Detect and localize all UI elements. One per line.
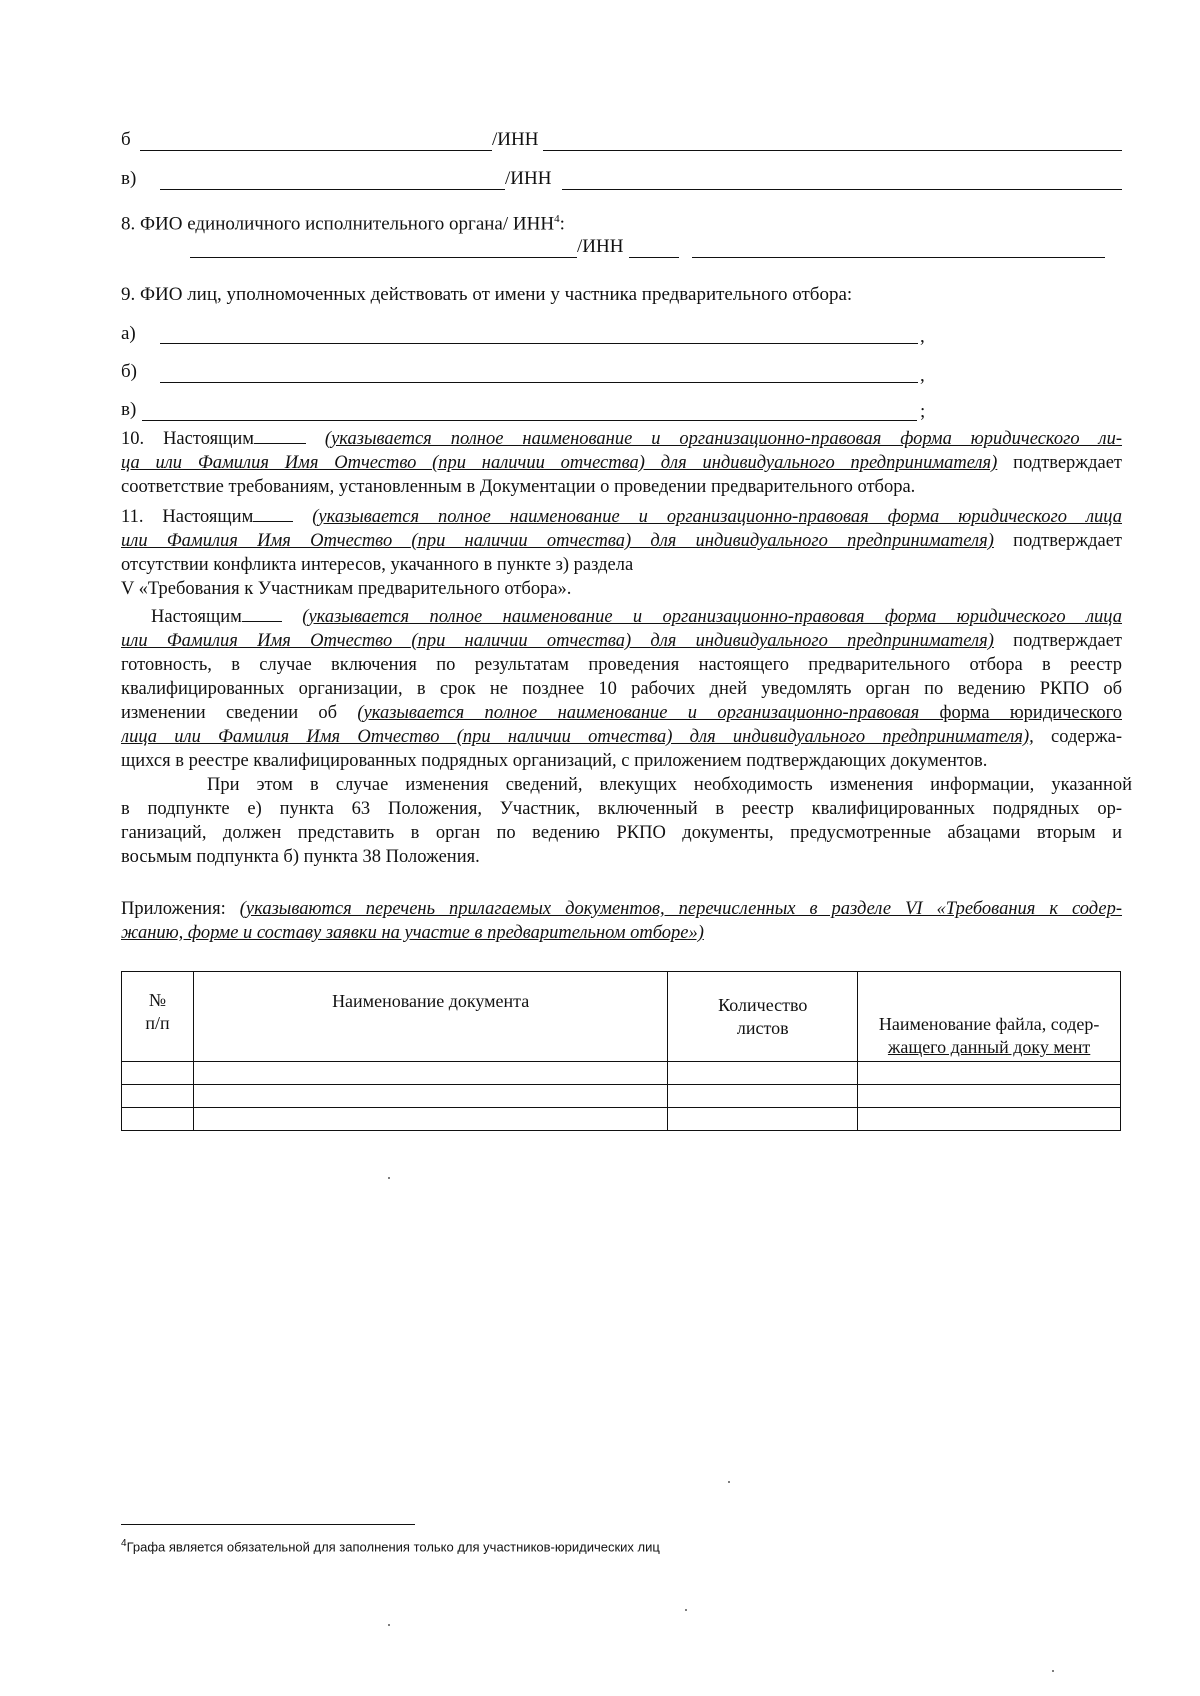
item8-inn-label: /ИНН xyxy=(577,236,624,257)
item12-line6-end: содержа- xyxy=(1033,727,1122,747)
item11-line-4: V «Требования к Участникам предварительного отбора». xyxy=(121,579,572,599)
item8-heading-text: 8. ФИО единоличного исполнительного органа/ ИНН xyxy=(121,213,555,235)
table-cell[interactable] xyxy=(193,1108,667,1131)
table-cell[interactable] xyxy=(193,1085,667,1108)
item11-italic-2: или Фамилия Имя Отчество (при наличии отчества) для индивидуального предпринимателя) xyxy=(121,531,994,551)
item10-italic-2: ца или Фамилия Имя Отчество (при наличии отчества) для индивидуального предпринимателя) xyxy=(121,453,998,473)
item12-italic-2: или Фамилия Имя Отчество (при наличии отчества) для индивидуального предпринимателя) xyxy=(121,631,994,651)
item12-line5-start: изменении сведении об xyxy=(121,703,358,723)
item9-row-v-end: ; xyxy=(920,401,926,422)
item10-blank[interactable] xyxy=(254,427,306,444)
item13-paragraph xyxy=(121,773,1132,869)
item9-row-a-end: , xyxy=(920,326,925,347)
item11-paragraph xyxy=(121,505,1122,601)
footnote-separator xyxy=(121,1524,415,1525)
table-cell[interactable] xyxy=(858,1085,1121,1108)
item8-inn-field-extra[interactable] xyxy=(692,257,1105,258)
table-row xyxy=(122,1062,1121,1085)
item13-line-3: ганизаций, должен представить в орган по ведению РКПО документы, предусмотренные абзацами вторым и xyxy=(121,823,1122,843)
item10-line-2 xyxy=(121,451,1122,475)
item12-line-7: щихся в реестре квалифицированных подрядных организаций, с приложением подтверждающих документов. xyxy=(121,751,988,771)
item12-start: Настоящим xyxy=(151,607,242,627)
item8-inn-field[interactable] xyxy=(629,257,679,258)
item11-confirm: подтверждает xyxy=(993,531,1122,551)
table-cell[interactable] xyxy=(668,1062,858,1085)
col-number-header xyxy=(122,972,194,1062)
item13-line-1: При этом в случае изменения сведений, влекущих необходимость изменения информации, указанной xyxy=(207,775,1132,795)
table-cell[interactable] xyxy=(858,1108,1121,1131)
item8-name-field[interactable] xyxy=(190,257,577,258)
item8-heading xyxy=(121,207,565,236)
col-sheets-header xyxy=(668,972,858,1062)
footnote-ref-4: 4 xyxy=(554,213,560,225)
item11-line-1 xyxy=(121,505,1122,529)
item12-line-4: квалифицированных организации, в срок не позднее 10 рабочих дней уведомлять орган по ведению РКПО об xyxy=(121,679,1122,699)
scan-speck xyxy=(1052,1670,1054,1672)
item12-line-5 xyxy=(121,701,1122,725)
item12-blank[interactable] xyxy=(242,605,282,622)
item12-line5-end: форма юридического xyxy=(919,703,1122,723)
item9-row-b-label: б) xyxy=(121,361,137,382)
item9-heading: 9. ФИО лиц, уполномоченных действовать от имени у частника предварительного отбора: xyxy=(121,284,853,305)
item11-italic-1: (указывается полное наименование и организационно-правовая форма юридического лица xyxy=(312,507,1122,527)
appendix-line-2: жанию, форме и составу заявки на участие в предварительном отборе») xyxy=(121,923,704,943)
col-document-name-header: Наименование документа xyxy=(193,972,667,1062)
item9-row-a-field[interactable] xyxy=(160,343,918,344)
founder-row-b-inn-field[interactable] xyxy=(543,150,1122,151)
table-cell[interactable] xyxy=(668,1108,858,1131)
item12-line-3: готовность, в случае включения по результатам проведения настоящего предварительного отбора в реестр xyxy=(121,655,1122,675)
appendix-label: Приложения: xyxy=(121,899,240,919)
item12-line-1 xyxy=(121,605,1122,629)
founder-row-b-name-field[interactable] xyxy=(140,150,492,151)
footnote-text: Графа является обязательной для заполнения только для участников-юридических лиц xyxy=(126,1539,660,1555)
item10-line-1 xyxy=(121,427,1122,451)
scan-speck xyxy=(728,1481,730,1483)
item13-line-4: восьмым подпункта б) пункта 38 Положения. xyxy=(121,847,480,867)
item12-line-6 xyxy=(121,725,1122,749)
founder-row-v-name-field[interactable] xyxy=(160,189,505,190)
col-number-line2: п/п xyxy=(145,1013,170,1033)
col-sheets-line1: Количество xyxy=(718,994,808,1015)
table-header-row xyxy=(122,972,1121,1062)
table-cell[interactable] xyxy=(122,1108,194,1131)
col-sheets-line2: листов xyxy=(736,1017,789,1038)
item11-start: 11. Настоящим xyxy=(121,507,254,527)
col-filename-header xyxy=(858,972,1121,1062)
table-cell[interactable] xyxy=(122,1062,194,1085)
item10-italic-1: (указывается полное наименование и организационно-правовая форма юридического ли- xyxy=(324,429,1122,449)
table-cell[interactable] xyxy=(122,1085,194,1108)
item11-line-3: отсутствии конфликта интересов, укачанного в пункте з) раздела xyxy=(121,555,634,575)
founder-row-v-inn-field[interactable] xyxy=(562,189,1122,190)
table-cell[interactable] xyxy=(858,1062,1121,1085)
item10-start: 10. Настоящим xyxy=(121,429,254,449)
table-cell[interactable] xyxy=(193,1062,667,1085)
founder-row-b-inn-label: /ИНН xyxy=(492,129,539,150)
item12-italic-3: (указывается полное наименование и организационно-правовая xyxy=(357,703,920,723)
item8-colon: : xyxy=(559,213,565,235)
item12-line-2 xyxy=(121,629,1122,653)
item9-row-b-field[interactable] xyxy=(160,382,918,383)
table-row xyxy=(122,1108,1121,1131)
item9-row-v-field[interactable] xyxy=(142,420,917,421)
footnote xyxy=(121,1538,660,1554)
item12-confirm: подтверждает xyxy=(993,631,1122,651)
col-filename-line1: Наименование файла, содер- xyxy=(878,1014,1100,1034)
scan-speck xyxy=(388,1177,390,1179)
item10-paragraph xyxy=(121,427,1122,499)
table-cell[interactable] xyxy=(668,1085,858,1108)
founder-row-v-label: в) xyxy=(121,168,137,189)
scan-speck xyxy=(388,1624,390,1626)
item13-line-2: в подпункте е) пункта 63 Положения, Участник, включенный в реестр квалифицированных подрядных ор- xyxy=(121,799,1122,819)
founder-row-b-label: б xyxy=(121,129,131,150)
item12-italic-1: (указывается полное наименование и организационно-правовая форма юридического лица xyxy=(302,607,1122,627)
item11-blank[interactable] xyxy=(253,505,293,522)
item10-line-3: соответствие требованиям, установленным в Документации о проведении предварительного отбора. xyxy=(121,477,916,497)
appendix-italic-1: (указываются перечень прилагаемых документов, перечисленных в разделе VI «Требования к содер- xyxy=(239,899,1122,919)
item12-italic-4: лица или Фамилия Имя Отчество (при наличии отчества) для индивидуального предпринимателя), xyxy=(121,727,1034,747)
item9-row-b-end: , xyxy=(920,365,925,386)
scan-speck xyxy=(685,1609,687,1611)
col-filename-line2: жащего данный доку мент xyxy=(887,1037,1091,1057)
appendix-line-1 xyxy=(121,897,1122,921)
item10-confirm: подтверждает xyxy=(997,453,1122,473)
item9-row-a-label: а) xyxy=(121,323,136,344)
item9-row-v-label: в) xyxy=(121,399,137,420)
table-row xyxy=(122,1085,1121,1108)
col-number-line1: № xyxy=(148,990,167,1010)
item11-line-2 xyxy=(121,529,1122,553)
documents-table xyxy=(121,971,1121,1131)
founder-row-v-inn-label: /ИНН xyxy=(505,168,552,189)
footnote-mark: 4 xyxy=(121,1538,127,1549)
appendix-paragraph xyxy=(121,897,1122,945)
item12-paragraph xyxy=(121,605,1122,773)
